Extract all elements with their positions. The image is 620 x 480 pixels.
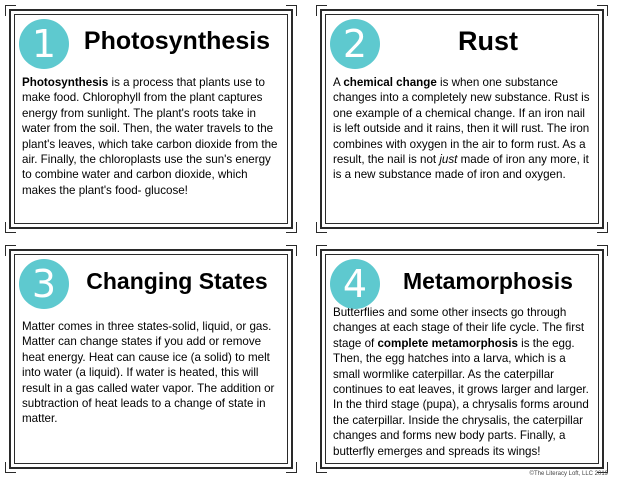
card-title: Photosynthesis [83, 27, 271, 55]
corner-ornament [286, 222, 297, 233]
corner-ornament [5, 222, 16, 233]
card-rust [320, 9, 604, 229]
corner-ornament [5, 245, 16, 256]
bold-term: Photosynthesis [22, 76, 109, 89]
card-metamorphosis [320, 249, 604, 469]
body-text-run: is when one substance changes into a completely new substance. Rust is one example of a chemical change. If an iron nail is left outside and it rains, then it will rust. The iron combines with oxygen in the air to form rust. As a result, the nail is not [333, 76, 590, 167]
body-text-run: A [333, 76, 344, 89]
card-body-text [22, 319, 280, 427]
card-title: Metamorphosis [403, 268, 573, 294]
corner-ornament [316, 462, 327, 473]
corner-ornament [286, 245, 297, 256]
card-photosynthesis [9, 9, 293, 229]
card-number-badge: 2 [330, 19, 380, 69]
corner-ornament [286, 5, 297, 16]
bold-term: complete metamorphosis [377, 336, 518, 350]
corner-ornament [5, 5, 16, 16]
corner-ornament [597, 222, 608, 233]
card-changing-states [9, 249, 293, 469]
corner-ornament [597, 5, 608, 16]
corner-ornament [597, 245, 608, 256]
card-title: Changing States [86, 268, 268, 294]
corner-ornament [286, 462, 297, 473]
corner-ornament [5, 462, 16, 473]
card-number-badge: 1 [19, 19, 69, 69]
body-text-run: is the egg. Then, the egg hatches into a larva, which is a small wormlike caterpillar. As the caterpillar continues to eat leaves, it grows larger and larger. In the third stage (pupa), a chrysalis forms around the caterpillar. Inside the chrysalis, the caterpillar changes and forms new body parts. Finally, a butterfly emerges and spreads its wings! [333, 336, 589, 458]
body-text-run: made of iron any more, it is a new substance made of iron and oxygen. [333, 153, 589, 182]
bold-term: chemical change [343, 76, 437, 89]
corner-ornament [316, 5, 327, 16]
card-number-badge: 3 [19, 259, 69, 309]
corner-ornament [316, 222, 327, 233]
card-body-text [22, 75, 280, 198]
copyright-footer: ©The Literacy Loft, LLC 2019 [529, 471, 608, 477]
card-body-text [333, 305, 591, 459]
card-number-badge: 4 [330, 259, 380, 309]
body-text-run: Butterflies and some other insects go through changes at each stage of their life cycle. The first stage of [333, 306, 585, 350]
card-title: Rust [458, 26, 518, 56]
italic-term: just [439, 153, 458, 167]
body-text-run: Matter comes in three states-solid, liquid, or gas. Matter can change states if you add or remove heat energy. Heat can cause ice (a solid) to melt into water (a liquid). If water is heated, this will result in a gas called water vapor. The addition or subtraction of heat leads to a change of state in matter. [22, 320, 275, 426]
card-body-text [333, 75, 591, 183]
corner-ornament [316, 245, 327, 256]
body-text-run: is a process that plants use to make food. Chlorophyll from the plant captures energy from sunlight. The plant's roots take in water from the soil. Then, the water travels to the plant's leaves, which take carbon dioxide from the air. Finally, the chloroplasts use the sun's energy to combine water and carbon dioxide, which makes the plant's food- glucose! [22, 76, 278, 197]
